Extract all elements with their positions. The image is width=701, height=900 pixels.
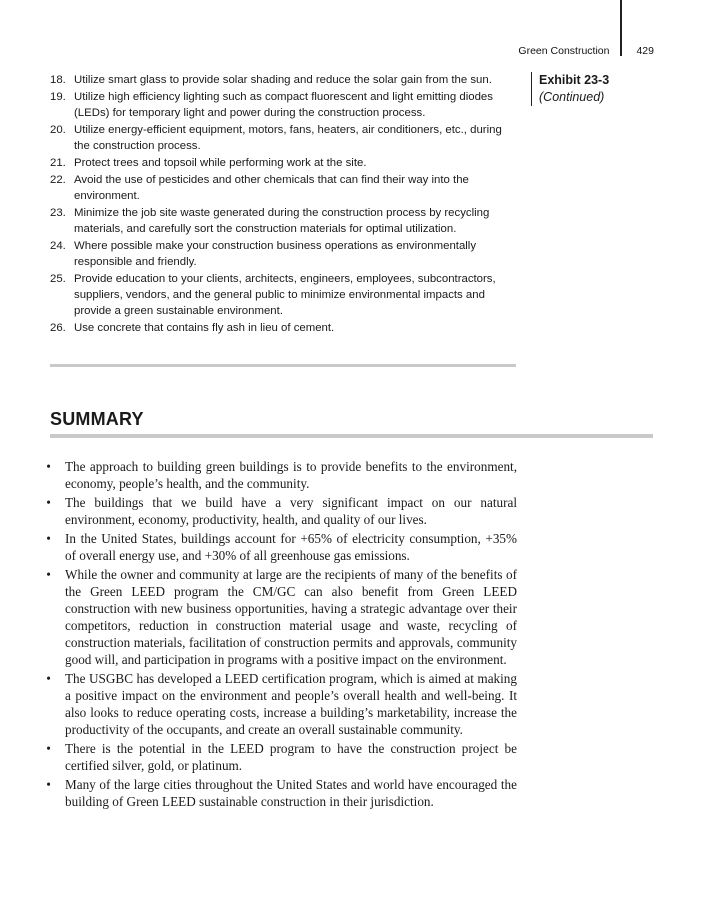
bullet-item (32, 530, 517, 564)
item-number: 21. (50, 157, 66, 169)
section-title: Green Construction (518, 45, 610, 57)
list-item (50, 271, 516, 319)
bullet-dot: • (46, 531, 51, 546)
list-item (50, 72, 516, 88)
item-number: 18. (50, 74, 66, 86)
bullet-item (32, 494, 517, 528)
exhibit-title: Exhibit 23-3 (539, 73, 610, 87)
bullet-dot: • (46, 777, 51, 792)
item-text: Utilize high efficiency lighting such as compact fluorescent and light emitting diodes (LEDs) for temporary light and power during the construction process. (74, 91, 493, 119)
bullet-dot: • (46, 671, 51, 686)
bullet-item (32, 740, 517, 774)
item-text: Provide education to your clients, architects, engineers, employees, subcontractors, suppliers, vendors, and the general public to minimize environmental impacts and provide a green sustainable environment. (74, 273, 496, 317)
bullet-text: While the owner and community at large are the recipients of many of the benefits of the Green LEED program the CM/GC can also benefit from Green LEED construction with new business opportunities, having a strategic advantage over their competitors, reduction in construction material usage and waste, recycling of construction materials, facilitation of construction permits and approvals, community good will, and participation in programs with a positive impact on the environment. (65, 567, 517, 667)
item-number: 23. (50, 207, 66, 219)
item-text: Where possible make your construction business operations as environmentally responsible and friendly. (74, 240, 477, 268)
list-item (50, 122, 516, 154)
item-text: Protect trees and topsoil while performing work at the site. (74, 157, 367, 169)
list-item (50, 172, 516, 204)
list-item (50, 89, 516, 121)
summary-rule (50, 434, 653, 438)
exhibit-caption (531, 72, 689, 106)
bullet-dot: • (46, 567, 51, 582)
bullet-item (32, 670, 517, 738)
list-item (50, 205, 516, 237)
list-item (50, 320, 516, 336)
item-number: 26. (50, 322, 66, 334)
item-text: Utilize energy-efficient equipment, motors, fans, heaters, air conditioners, etc., during the construction process. (74, 124, 502, 152)
item-text: Avoid the use of pesticides and other chemicals that can find their way into the environment. (74, 174, 469, 202)
item-number: 22. (50, 174, 66, 186)
exhibit-continued: (Continued) (539, 90, 605, 104)
bullet-text: Many of the large cities throughout the United States and world have encouraged the building of Green LEED sustainable construction in their jurisdiction. (65, 777, 517, 809)
page-number: 429 (636, 45, 654, 57)
bullet-item (32, 776, 517, 810)
bullet-text: The approach to building green buildings is to provide benefits to the environment, economy, people’s health, and the community. (65, 459, 517, 491)
summary-bullet-list (32, 458, 517, 812)
item-text: Use concrete that contains fly ash in lieu of cement. (74, 322, 335, 334)
bullet-dot: • (46, 495, 51, 510)
bullet-text: The USGBC has developed a LEED certification program, which is aimed at making a positive impact on the environment and people’s overall health and well-being. It also looks to reduce operating costs, increase a building’s marketability, increase the productivity of the occupants, and create an overall sustainable community. (65, 671, 517, 737)
bullet-dot: • (46, 459, 51, 474)
list-item (50, 155, 516, 171)
numbered-list (50, 72, 516, 337)
item-number: 19. (50, 91, 66, 103)
item-number: 20. (50, 124, 66, 136)
bullet-item (32, 566, 517, 668)
bullet-text: The buildings that we build have a very significant impact on our natural environment, economy, productivity, health, and quality of our lives. (65, 495, 517, 527)
list-end-rule (50, 364, 516, 367)
item-number: 25. (50, 273, 66, 285)
running-header (518, 45, 654, 57)
bullet-dot: • (46, 741, 51, 756)
item-text: Minimize the job site waste generated during the construction process by recycling materials, and carefully sort the construction materials for optimal utilization. (74, 207, 490, 235)
summary-heading: SUMMARY (50, 409, 144, 429)
item-number: 24. (50, 240, 66, 252)
item-text: Utilize smart glass to provide solar shading and reduce the solar gain from the sun. (74, 74, 492, 86)
bullet-text: In the United States, buildings account for +65% of electricity consumption, +35% of overall energy use, and +30% of all greenhouse gas emissions. (65, 531, 517, 563)
list-item (50, 238, 516, 270)
bullet-item (32, 458, 517, 492)
bullet-text: There is the potential in the LEED program to have the construction project be certified silver, gold, or platinum. (65, 741, 517, 773)
